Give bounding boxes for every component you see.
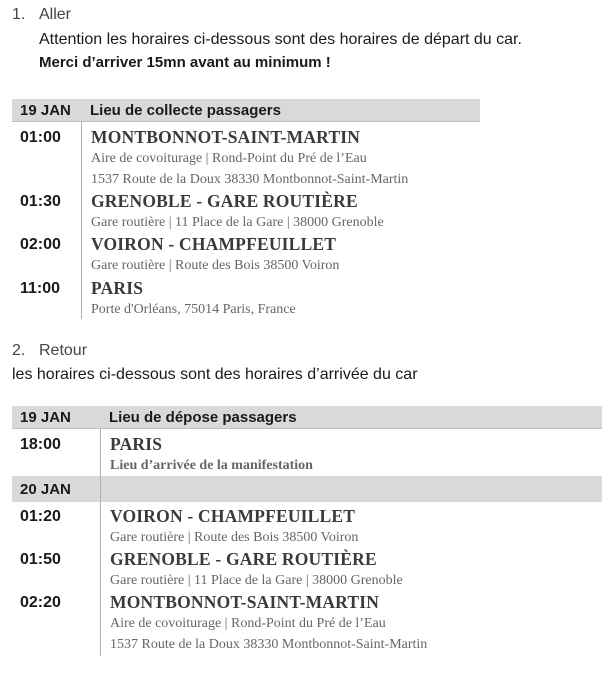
place-detail: Porte d'Orléans, 75014 Paris, France bbox=[91, 302, 296, 317]
row-time: 11:00 bbox=[20, 280, 61, 297]
row-time: 02:20 bbox=[20, 594, 61, 611]
section-number: 1. bbox=[12, 6, 26, 23]
place-detail: Gare routière | Route des Bois 38500 Voiron bbox=[91, 258, 340, 273]
header-label: Lieu de collecte passagers bbox=[90, 102, 281, 119]
row-time: 01:30 bbox=[20, 193, 61, 210]
departure-note: Attention les horaires ci-dessous sont des horaires de départ du car. bbox=[39, 31, 522, 48]
place-name: GRENOBLE - GARE ROUTIÈRE bbox=[110, 549, 377, 569]
row-time: 01:50 bbox=[20, 551, 61, 568]
place-detail: 1537 Route de la Doux 38330 Montbonnot-Saint-Martin bbox=[110, 637, 428, 652]
header-date: 19 JAN bbox=[20, 409, 71, 426]
row-time: 01:20 bbox=[20, 508, 61, 525]
place-name: VOIRON - CHAMPFEUILLET bbox=[91, 234, 337, 254]
arrival-note: les horaires ci-dessous sont des horaires d’arrivée du car bbox=[12, 366, 418, 383]
place-detail: Gare routière | 11 Place de la Gare | 38000 Grenoble bbox=[91, 215, 384, 230]
section-number: 2. bbox=[12, 342, 26, 359]
place-name: PARIS bbox=[110, 434, 163, 454]
place-name: GRENOBLE - GARE ROUTIÈRE bbox=[91, 191, 358, 211]
section-heading-aller bbox=[12, 6, 71, 24]
column-divider bbox=[100, 429, 101, 656]
subheader-date: 20 JAN bbox=[20, 481, 71, 498]
header-label: Lieu de dépose passagers bbox=[109, 409, 297, 426]
place-name: MONTBONNOT-SAINT-MARTIN bbox=[110, 592, 380, 612]
place-detail: Aire de covoiturage | Rond-Point du Pré de l’Eau bbox=[110, 616, 386, 631]
place-detail: Gare routière | 11 Place de la Gare | 38000 Grenoble bbox=[110, 573, 403, 588]
row-time: 18:00 bbox=[20, 436, 61, 453]
row-time: 02:00 bbox=[20, 236, 61, 253]
row-time: 01:00 bbox=[20, 129, 61, 146]
dropoff-table bbox=[12, 406, 602, 658]
header-date: 19 JAN bbox=[20, 102, 71, 119]
place-name: MONTBONNOT-SAINT-MARTIN bbox=[91, 127, 361, 147]
place-name: PARIS bbox=[91, 278, 144, 298]
arrival-warning: Merci d’arriver 15mn avant au minimum ! bbox=[39, 54, 331, 71]
section-title: Aller bbox=[39, 6, 72, 23]
column-divider bbox=[100, 476, 101, 502]
pickup-table bbox=[12, 99, 480, 321]
place-detail: Lieu d’arrivée de la manifestation bbox=[110, 458, 313, 473]
column-divider bbox=[81, 122, 82, 319]
place-detail: Aire de covoiturage | Rond-Point du Pré de l’Eau bbox=[91, 151, 367, 166]
pickup-table-header bbox=[12, 99, 480, 122]
dropoff-table-header bbox=[12, 406, 602, 429]
place-detail: Gare routière | Route des Bois 38500 Voiron bbox=[110, 530, 359, 545]
place-detail: 1537 Route de la Doux 38330 Montbonnot-Saint-Martin bbox=[91, 172, 409, 187]
place-name: VOIRON - CHAMPFEUILLET bbox=[110, 506, 356, 526]
section-heading-retour bbox=[12, 342, 87, 360]
section-title: Retour bbox=[39, 342, 88, 359]
